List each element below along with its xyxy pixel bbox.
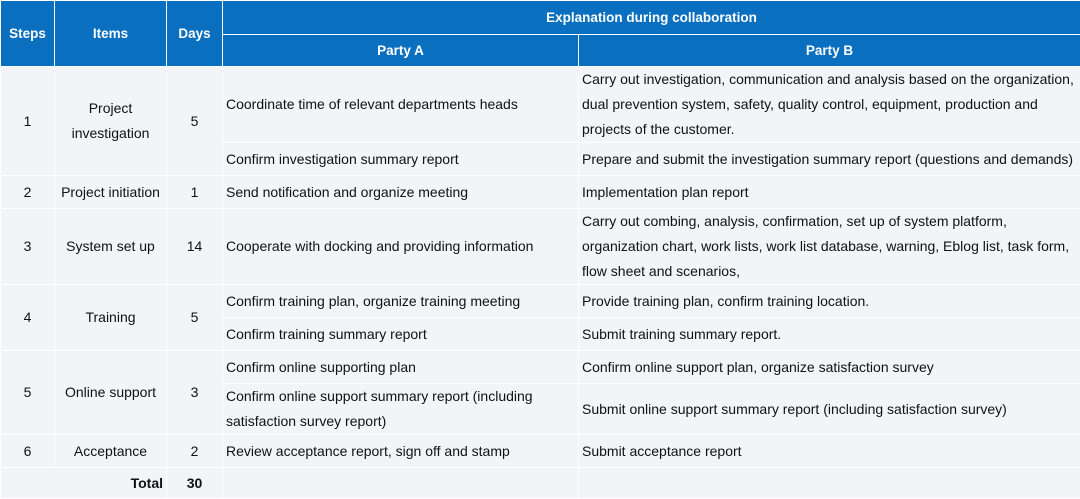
party-a-cell: Confirm training plan, organize training meeting (223, 285, 579, 318)
step-cell: 3 (1, 209, 55, 285)
days-cell: 3 (167, 351, 223, 435)
party-b-cell: Carry out combing, analysis, confirmation, set up of system platform, organization chart, work lists, work list database, warning, Eblog list, task form, flow sheet and scenarios, (579, 209, 1080, 285)
party-a-cell: Confirm online support summary report (including satisfaction survey report) (223, 384, 579, 435)
party-b-cell: Implementation plan report (579, 176, 1080, 209)
item-cell: System set up (55, 209, 167, 285)
header-steps: Steps (1, 1, 55, 67)
item-cell: Project initiation (55, 176, 167, 209)
party-b-cell: Submit training summary report. (579, 318, 1080, 351)
item-cell: Training (55, 285, 167, 351)
days-cell: 1 (167, 176, 223, 209)
party-b-cell: Prepare and submit the investigation summary report (questions and demands) (579, 143, 1080, 176)
total-row (1, 468, 1080, 499)
party-b-cell: Provide training plan, confirm training location. (579, 285, 1080, 318)
item-cell: Acceptance (55, 435, 167, 468)
item-cell: Project investigation (55, 67, 167, 176)
item-cell: Online support (55, 351, 167, 435)
header-items: Items (55, 1, 167, 67)
days-cell: 5 (167, 285, 223, 351)
party-a-cell: Confirm training summary report (223, 318, 579, 351)
party-a-cell: Coordinate time of relevant departments heads (223, 67, 579, 143)
table-row (1, 209, 1080, 285)
table-row (1, 351, 1080, 384)
step-cell: 5 (1, 351, 55, 435)
days-cell: 5 (167, 67, 223, 176)
header-party-a: Party A (223, 35, 579, 67)
days-cell: 2 (167, 435, 223, 468)
step-cell: 2 (1, 176, 55, 209)
step-cell: 1 (1, 67, 55, 176)
table-row (1, 435, 1080, 468)
header-days: Days (167, 1, 223, 67)
party-a-cell: Review acceptance report, sign off and stamp (223, 435, 579, 468)
party-a-cell: Send notification and organize meeting (223, 176, 579, 209)
total-party-b-empty (579, 468, 1080, 499)
party-b-cell: Submit online support summary report (including satisfaction survey) (579, 384, 1080, 435)
days-cell: 14 (167, 209, 223, 285)
table-row (1, 67, 1080, 143)
party-b-cell: Submit acceptance report (579, 435, 1080, 468)
total-days: 30 (167, 468, 223, 499)
table-row (1, 285, 1080, 318)
header-explanation: Explanation during collaboration (223, 1, 1080, 35)
party-a-cell: Confirm investigation summary report (223, 143, 579, 176)
total-party-a-empty (223, 468, 579, 499)
table-row (1, 176, 1080, 209)
total-label: Total (1, 468, 167, 499)
party-b-cell: Carry out investigation, communication and analysis based on the organization, dual prevention system, safety, quality control, equipment, production and projects of the customer. (579, 67, 1080, 143)
party-b-cell: Confirm online support plan, organize satisfaction survey (579, 351, 1080, 384)
step-cell: 4 (1, 285, 55, 351)
party-a-cell: Cooperate with docking and providing information (223, 209, 579, 285)
step-cell: 6 (1, 435, 55, 468)
party-a-cell: Confirm online supporting plan (223, 351, 579, 384)
header-party-b: Party B (579, 35, 1080, 67)
